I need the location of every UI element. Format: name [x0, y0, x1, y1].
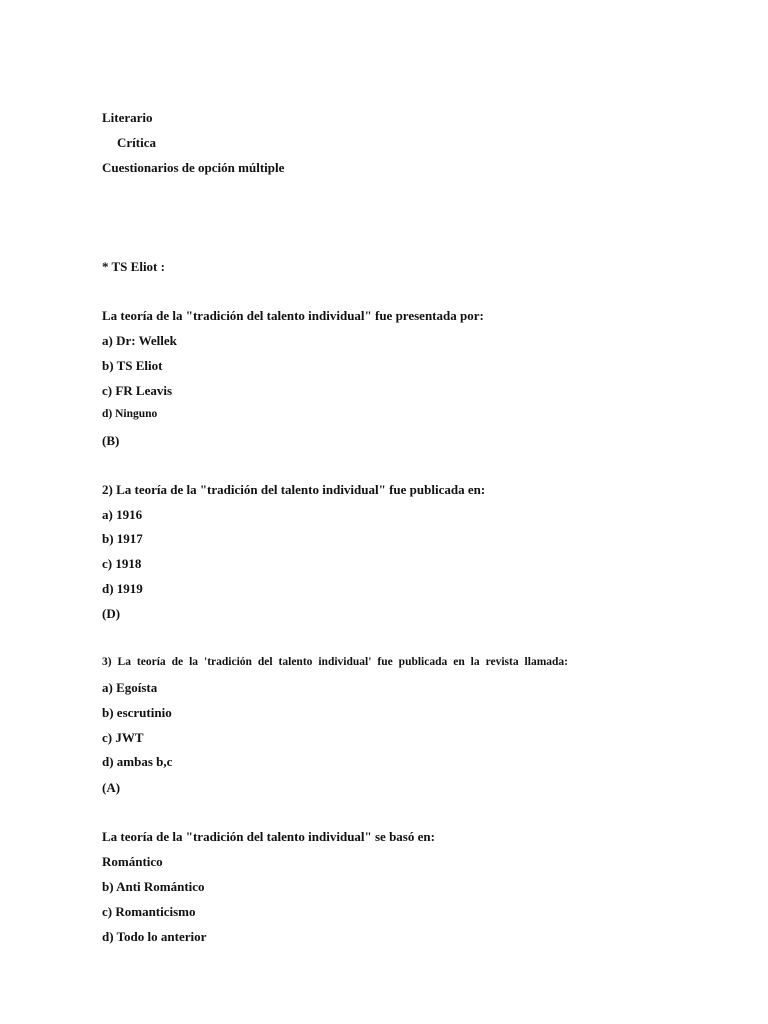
question-2-answer: (D) — [102, 606, 121, 621]
header-critica: Crítica — [117, 135, 156, 150]
question-3-option-d: d) ambas b,c — [102, 754, 173, 769]
question-4-option-d: d) Todo lo anterior — [102, 929, 207, 944]
question-2-option-c: c) 1918 — [102, 556, 142, 571]
question-4-prompt: La teoría de la "tradición del talento individual" se basó en: — [102, 829, 435, 844]
question-1-option-a: a) Dr: Wellek — [102, 333, 177, 348]
question-1-answer: (B) — [102, 433, 120, 448]
question-4-option-c: c) Romanticismo — [102, 904, 196, 919]
question-2-option-b: b) 1917 — [102, 531, 143, 546]
question-1-option-b: b) TS Eliot — [102, 358, 163, 373]
question-3-answer: (A) — [102, 780, 121, 795]
question-1-option-d: d) Ninguno — [102, 408, 158, 420]
question-3-prompt: 3) La teoría de la 'tradición del talento individual' fue publicada en la revista llamada: — [102, 656, 568, 668]
question-3-option-b: b) escrutinio — [102, 705, 172, 720]
header-literario: Literario — [102, 110, 153, 125]
section-title: * TS Eliot : — [102, 259, 165, 274]
question-4-option-a: Romántico — [102, 854, 163, 869]
question-1-option-c: c) FR Leavis — [102, 383, 173, 398]
header-subtitle: Cuestionarios de opción múltiple — [102, 160, 285, 175]
question-3-option-c: c) JWT — [102, 730, 144, 745]
question-4-option-b: b) Anti Romántico — [102, 879, 205, 894]
question-2-option-a: a) 1916 — [102, 507, 143, 522]
question-2-option-d: d) 1919 — [102, 581, 143, 596]
question-1-prompt: La teoría de la "tradición del talento individual" fue presentada por: — [102, 308, 484, 323]
question-3-option-a: a) Egoísta — [102, 680, 158, 695]
question-2-prompt: 2) La teoría de la "tradición del talento individual" fue publicada en: — [102, 482, 486, 497]
